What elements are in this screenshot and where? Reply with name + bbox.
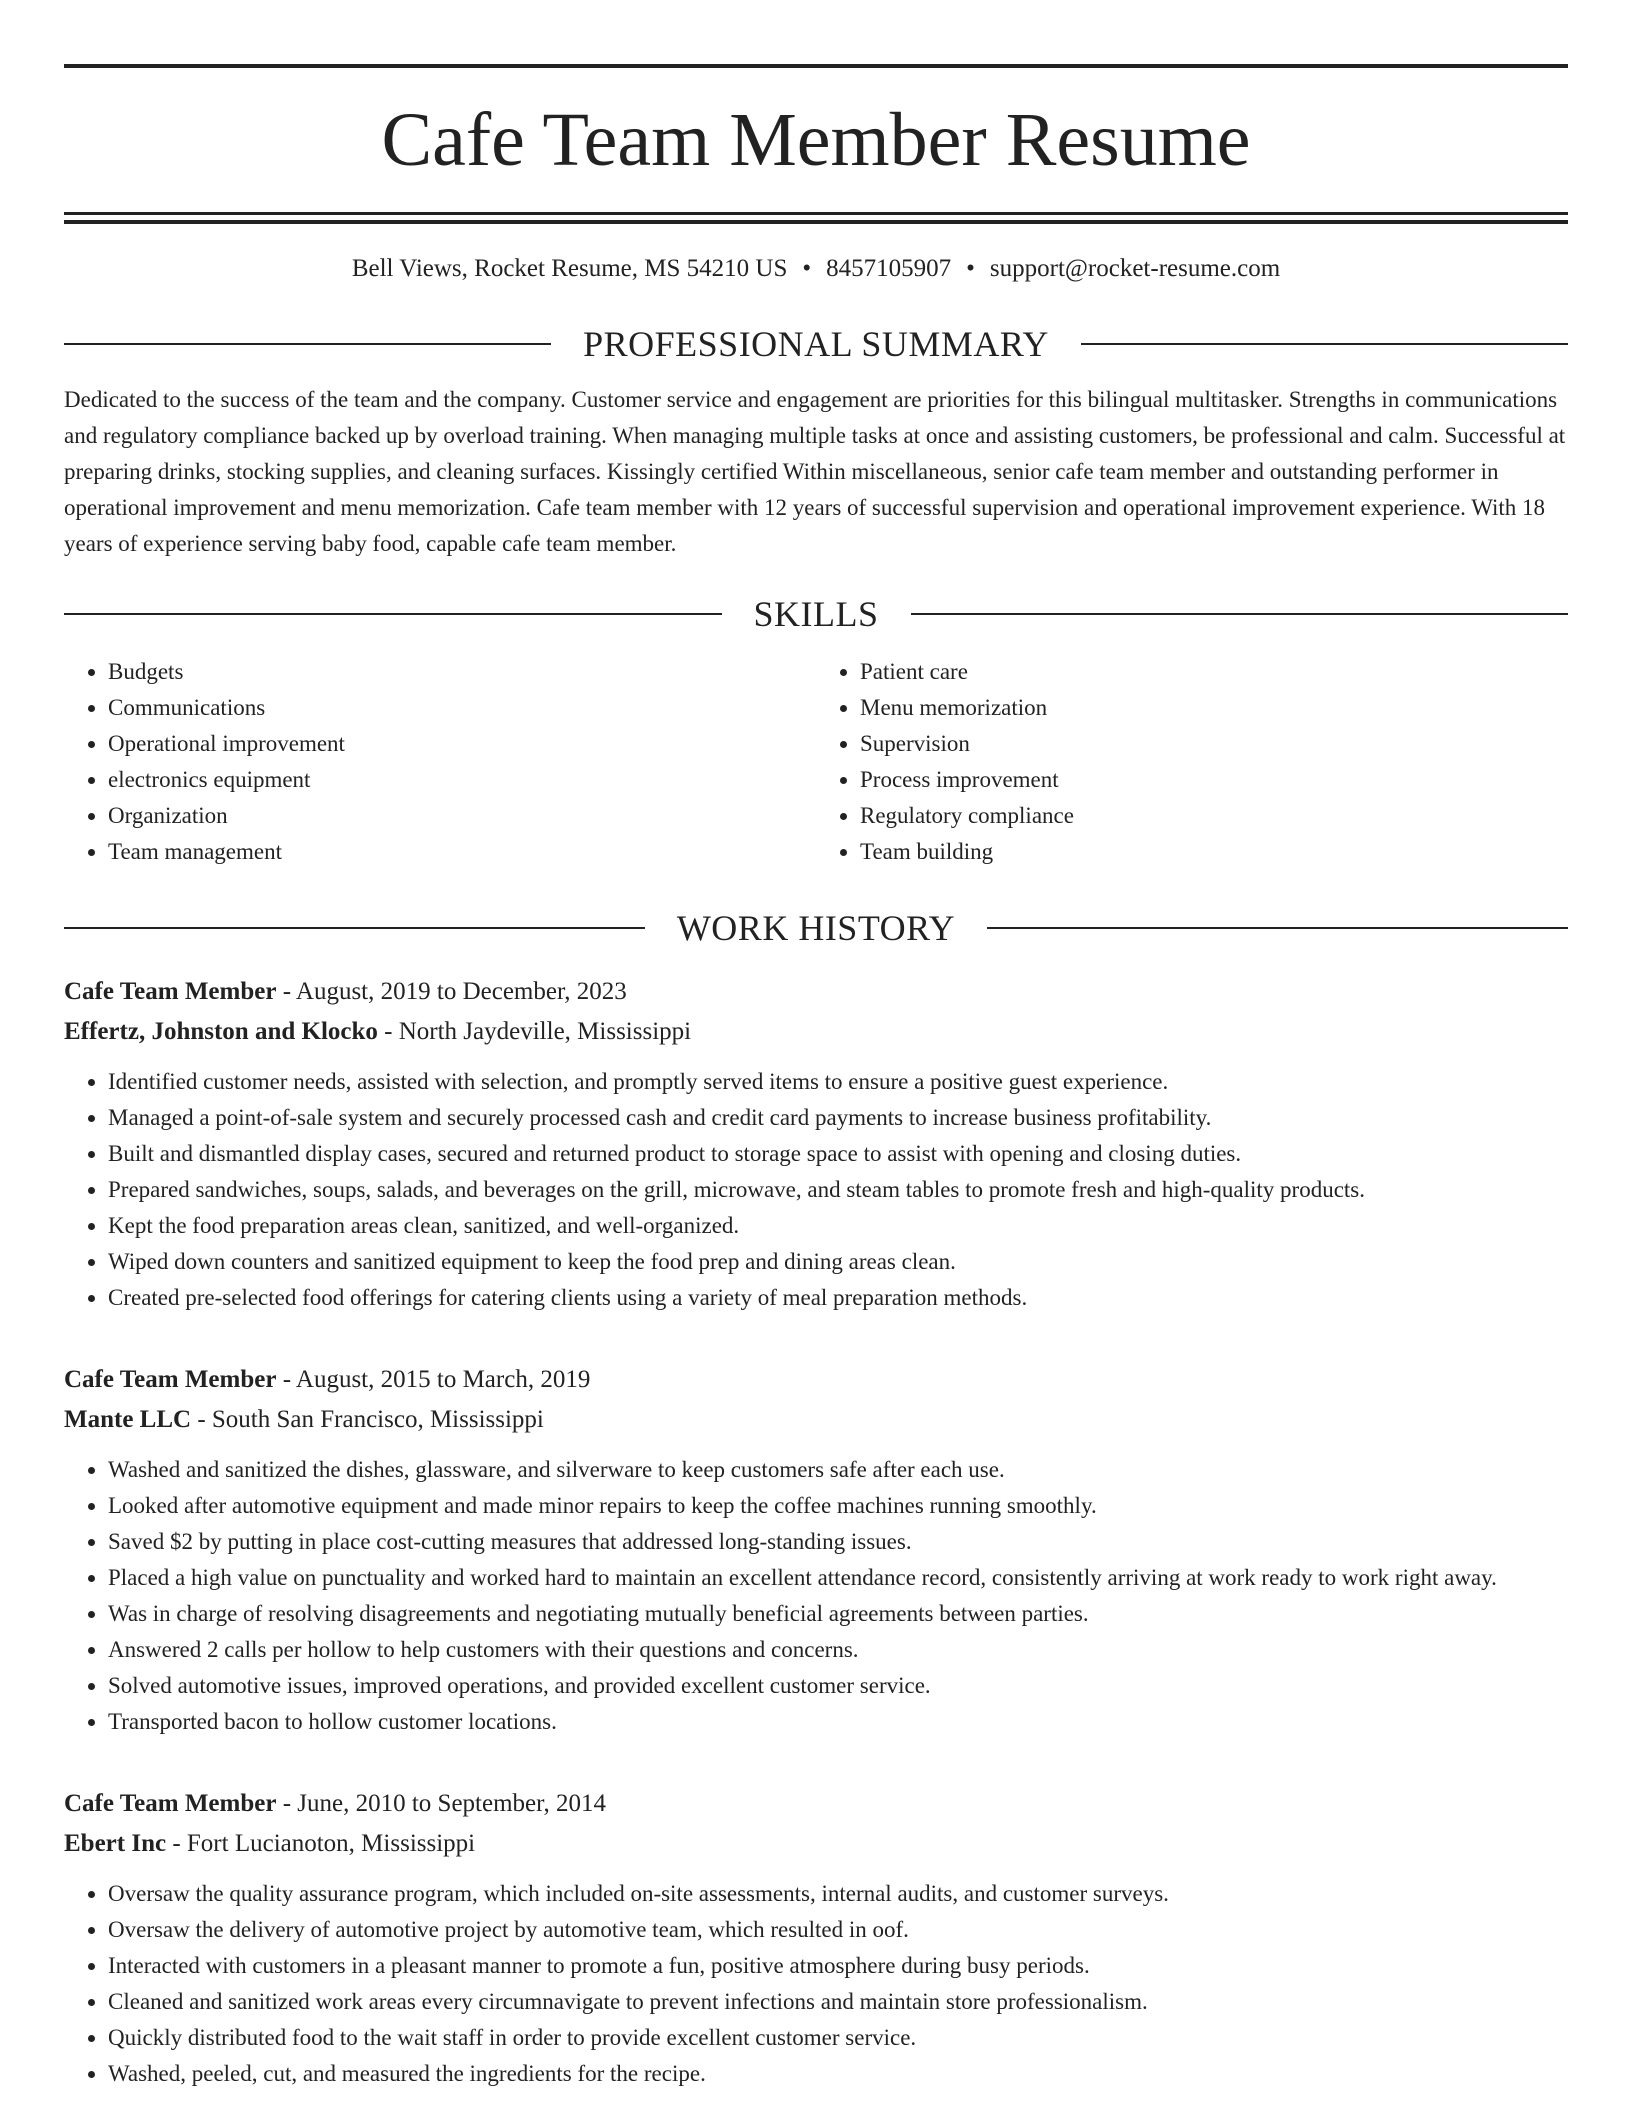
work-heading [64,904,1568,952]
job-title-line [64,972,1568,1012]
job-entry [64,1360,1568,1740]
heading-rule-right [1081,343,1568,345]
contact-separator: • [802,255,812,282]
job-title: Cafe Team Member [64,978,277,1005]
heading-rule-right [987,927,1568,929]
job-duty: • Cleaned and sanitized work areas every circumnavigate to prevent infections and maintain store professionalism. [108,1984,1568,2020]
skill-item: • Regulatory compliance [860,798,1568,834]
skill-item: • Team building [860,834,1568,870]
job-location: - South San Francisco, Mississippi [191,1406,544,1433]
skills-list [64,654,1568,870]
skill-item: • Operational improvement [108,726,816,762]
job-entry [64,972,1568,1316]
job-company-line [64,1012,1568,1052]
skill-item: • Communications [108,690,816,726]
contact-line [64,252,1568,286]
job-duty: • Managed a point-of-sale system and securely processed cash and credit card payments to increase business profitability. [108,1100,1568,1136]
work-heading-label: WORK HISTORY [676,908,956,948]
job-title: Cafe Team Member [64,1790,277,1817]
skill-item: • Menu memorization [860,690,1568,726]
job-duty: • Oversaw the delivery of automotive project by automotive team, which resulted in oof. [108,1912,1568,1948]
summary-text: Dedicated to the success of the team and the company. Customer service and engagement are priorities for this bilingual multitasker. Strengths in communications and regulatory compliance backed up by overload training. When managing multiple tasks at once and assisting customers, be professional and calm. Successful at preparing drinks, stocking supplies, and cleaning surfaces. Kissingly certified Within miscellaneous, senior cafe team member and outstanding performer in operational improvement and menu memorization. Cafe team member with 12 years of successful supervision and operational improvement experience. With 18 years of experience serving baby food, capable cafe team member. [64,387,1566,556]
skill-item: • Supervision [860,726,1568,762]
job-location: - North Jaydeville, Mississippi [377,1018,692,1045]
skill-item: • electronics equipment [108,762,816,798]
job-duty: • Washed, peeled, cut, and measured the ingredients for the recipe. [108,2056,1568,2092]
job-title-line [64,1784,1568,1824]
job-duty: • Wiped down counters and sanitized equipment to keep the food prep and dining areas clean. [108,1244,1568,1280]
job-entry [64,1784,1568,2092]
job-duty: • Oversaw the quality assurance program, which included on-site assessments, internal audits, and customer surveys. [108,1876,1568,1912]
skills-heading-label: SKILLS [753,594,879,634]
skills-column-right [816,654,1568,870]
job-duty: • Quickly distributed food to the wait staff in order to provide excellent customer service. [108,2020,1568,2056]
heading-rule-left [64,343,551,345]
job-company-line [64,1400,1568,1440]
skills-heading [64,590,1568,638]
skill-item: • Patient care [860,654,1568,690]
job-dates: - August, 2015 to March, 2019 [276,1366,591,1393]
top-rule [64,64,1568,68]
skills-column-left [64,654,816,870]
job-duty: • Created pre-selected food offerings for catering clients using a variety of meal preparation methods. [108,1280,1568,1316]
job-duty: • Built and dismantled display cases, secured and returned product to storage space to assist with opening and closing duties. [108,1136,1568,1172]
job-title-line [64,1360,1568,1400]
job-duty: • Identified customer needs, assisted with selection, and promptly served items to ensure a positive guest experience. [108,1064,1568,1100]
skill-item: • Budgets [108,654,816,690]
job-duty: • Was in charge of resolving disagreements and negotiating mutually beneficial agreements between parties. [108,1596,1568,1632]
contact-address: Bell Views, Rocket Resume, MS 54210 US [351,255,788,282]
summary-heading-label: PROFESSIONAL SUMMARY [583,324,1049,364]
job-duty: • Placed a high value on punctuality and worked hard to maintain an excellent attendance record, consistently arriving at work ready to work right away. [108,1560,1568,1596]
job-duties [64,1876,1568,2092]
job-duty: • Interacted with customers in a pleasant manner to promote a fun, positive atmosphere during busy periods. [108,1948,1568,1984]
page-title: Cafe Team Member Resume [381,98,1251,182]
heading-rule-right [911,613,1569,615]
job-duty: • Answered 2 calls per hollow to help customers with their questions and concerns. [108,1632,1568,1668]
job-company: Effertz, Johnston and Klocko [64,1018,378,1045]
job-duty: • Prepared sandwiches, soups, salads, and beverages on the grill, microwave, and steam tables to promote fresh and high-quality products. [108,1172,1568,1208]
job-duty: • Saved $2 by putting in place cost-cutting measures that addressed long-standing issues. [108,1524,1568,1560]
job-company: Ebert Inc [64,1830,167,1857]
job-duties [64,1452,1568,1740]
heading-rule-left [64,927,645,929]
summary-heading [64,320,1568,368]
job-title: Cafe Team Member [64,1366,277,1393]
heading-rule-left [64,613,722,615]
work-history [64,972,1568,2092]
job-company-line [64,1824,1568,1864]
job-duty: • Solved automotive issues, improved operations, and provided excellent customer service. [108,1668,1568,1704]
job-dates: - August, 2019 to December, 2023 [276,978,627,1005]
job-location: - Fort Lucianoton, Mississippi [166,1830,476,1857]
contact-email: support@rocket-resume.com [989,255,1281,282]
job-company: Mante LLC [64,1406,192,1433]
contact-phone: 8457105907 [826,255,952,282]
skill-item: • Organization [108,798,816,834]
skill-item: • Team management [108,834,816,870]
job-duty: • Kept the food preparation areas clean, sanitized, and well-organized. [108,1208,1568,1244]
job-duty: • Looked after automotive equipment and made minor repairs to keep the coffee machines running smoothly. [108,1488,1568,1524]
title-double-rule [64,212,1568,224]
skill-item: • Process improvement [860,762,1568,798]
job-dates: - June, 2010 to September, 2014 [276,1790,606,1817]
job-duty: • Transported bacon to hollow customer locations. [108,1704,1568,1740]
job-duties [64,1064,1568,1316]
job-duty: • Washed and sanitized the dishes, glassware, and silverware to keep customers safe after each use. [108,1452,1568,1488]
contact-separator: • [966,255,975,282]
